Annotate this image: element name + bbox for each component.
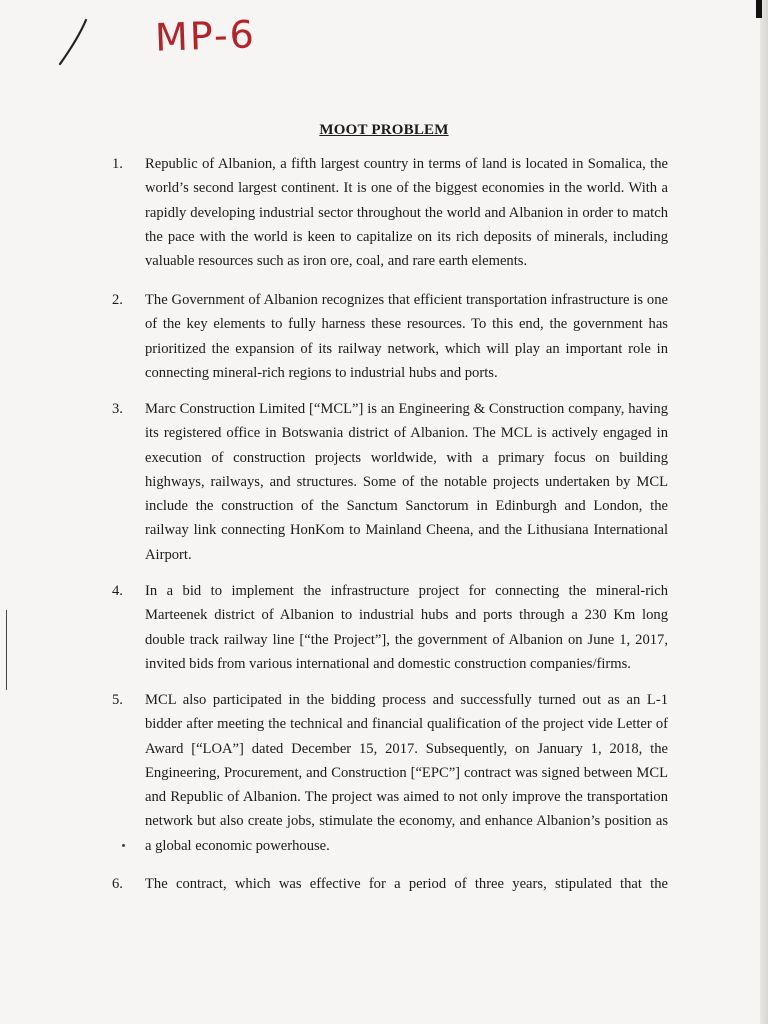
document-title: MOOT PROBLEM xyxy=(319,122,449,138)
paragraph-5 xyxy=(112,688,668,858)
paragraph-1 xyxy=(112,152,668,273)
paragraph-3 xyxy=(112,397,668,567)
paragraph-number: 4. xyxy=(112,583,123,599)
paragraph-2 xyxy=(112,288,668,385)
paragraph-4 xyxy=(112,579,668,676)
paragraph-text: Marc Construction Limited [“MCL”] is an Engineering & Construction company, having its registered office in Botswania district of Albanion. The MCL is actively engaged in execution of construction projects worldwide, with a primary focus on building highways, railways, and structures. Some of the notable projects undertaken by MCL include the construction of the Sanctum Sanctorum in Edinburgh and London, the railway link connecting HonKom to Mainland Cheena, and the Lithusiana International Airport. xyxy=(145,401,668,563)
paragraph-text: Republic of Albanion, a fifth largest country in terms of land is located in Somalica, the world’s second largest continent. It is one of the biggest economies in the world. With a rapidly developing industrial sector throughout the world and Albanion in order to match the pace with the world is keen to capitalize on its rich deposits of minerals, including valuable resources such as iron ore, coal, and rare earth elements. xyxy=(145,156,668,270)
corner-mark xyxy=(756,0,762,18)
paragraph-text: The Government of Albanion recognizes that efficient transportation infrastructure is one of the key elements to fully harness these resources. To this end, the government has prioritized the expansion of its railway network, which will play an important role in connecting mineral-rich regions to industrial hubs and ports. xyxy=(145,292,668,381)
page-edge-shadow xyxy=(760,0,768,1024)
paragraph-number: 1. xyxy=(112,156,123,172)
paragraph-number: 2. xyxy=(112,292,123,308)
paragraph-text: In a bid to implement the infrastructure project for connecting the mineral-rich Marteenek district of Albanion to industrial hubs and ports through a 230 Km long double track railway line [“the Project”], the government of Albanion on June 1, 2017, invited bids from various international and domestic construction companies/firms. xyxy=(145,583,668,672)
paragraph-number: 5. xyxy=(112,692,123,708)
paragraph-number: 6. xyxy=(112,876,123,892)
paragraph-text: The contract, which was effective for a period of three years, stipulated that the xyxy=(145,876,668,892)
paragraph-text: MCL also participated in the bidding process and successfully turned out as an L-1 bidder after meeting the technical and financial qualification of the project vide Letter of Award [“LOA”] dated December 15, 2017. Subsequently, on January 1, 2018, the Engineering, Procurement, and Construction [“EPC”] contract was signed between MCL and Republic of Albanion. The project was aimed to not only improve the transportation network but also create jobs, stimulate the economy, and enhance Albanion’s position as a global economic powerhouse. xyxy=(145,692,668,854)
paragraph-number: 3. xyxy=(112,401,123,417)
handwritten-label: MP-6 xyxy=(154,12,257,60)
stray-mark xyxy=(122,844,125,847)
paragraph-6 xyxy=(112,872,668,896)
margin-mark xyxy=(6,610,7,690)
